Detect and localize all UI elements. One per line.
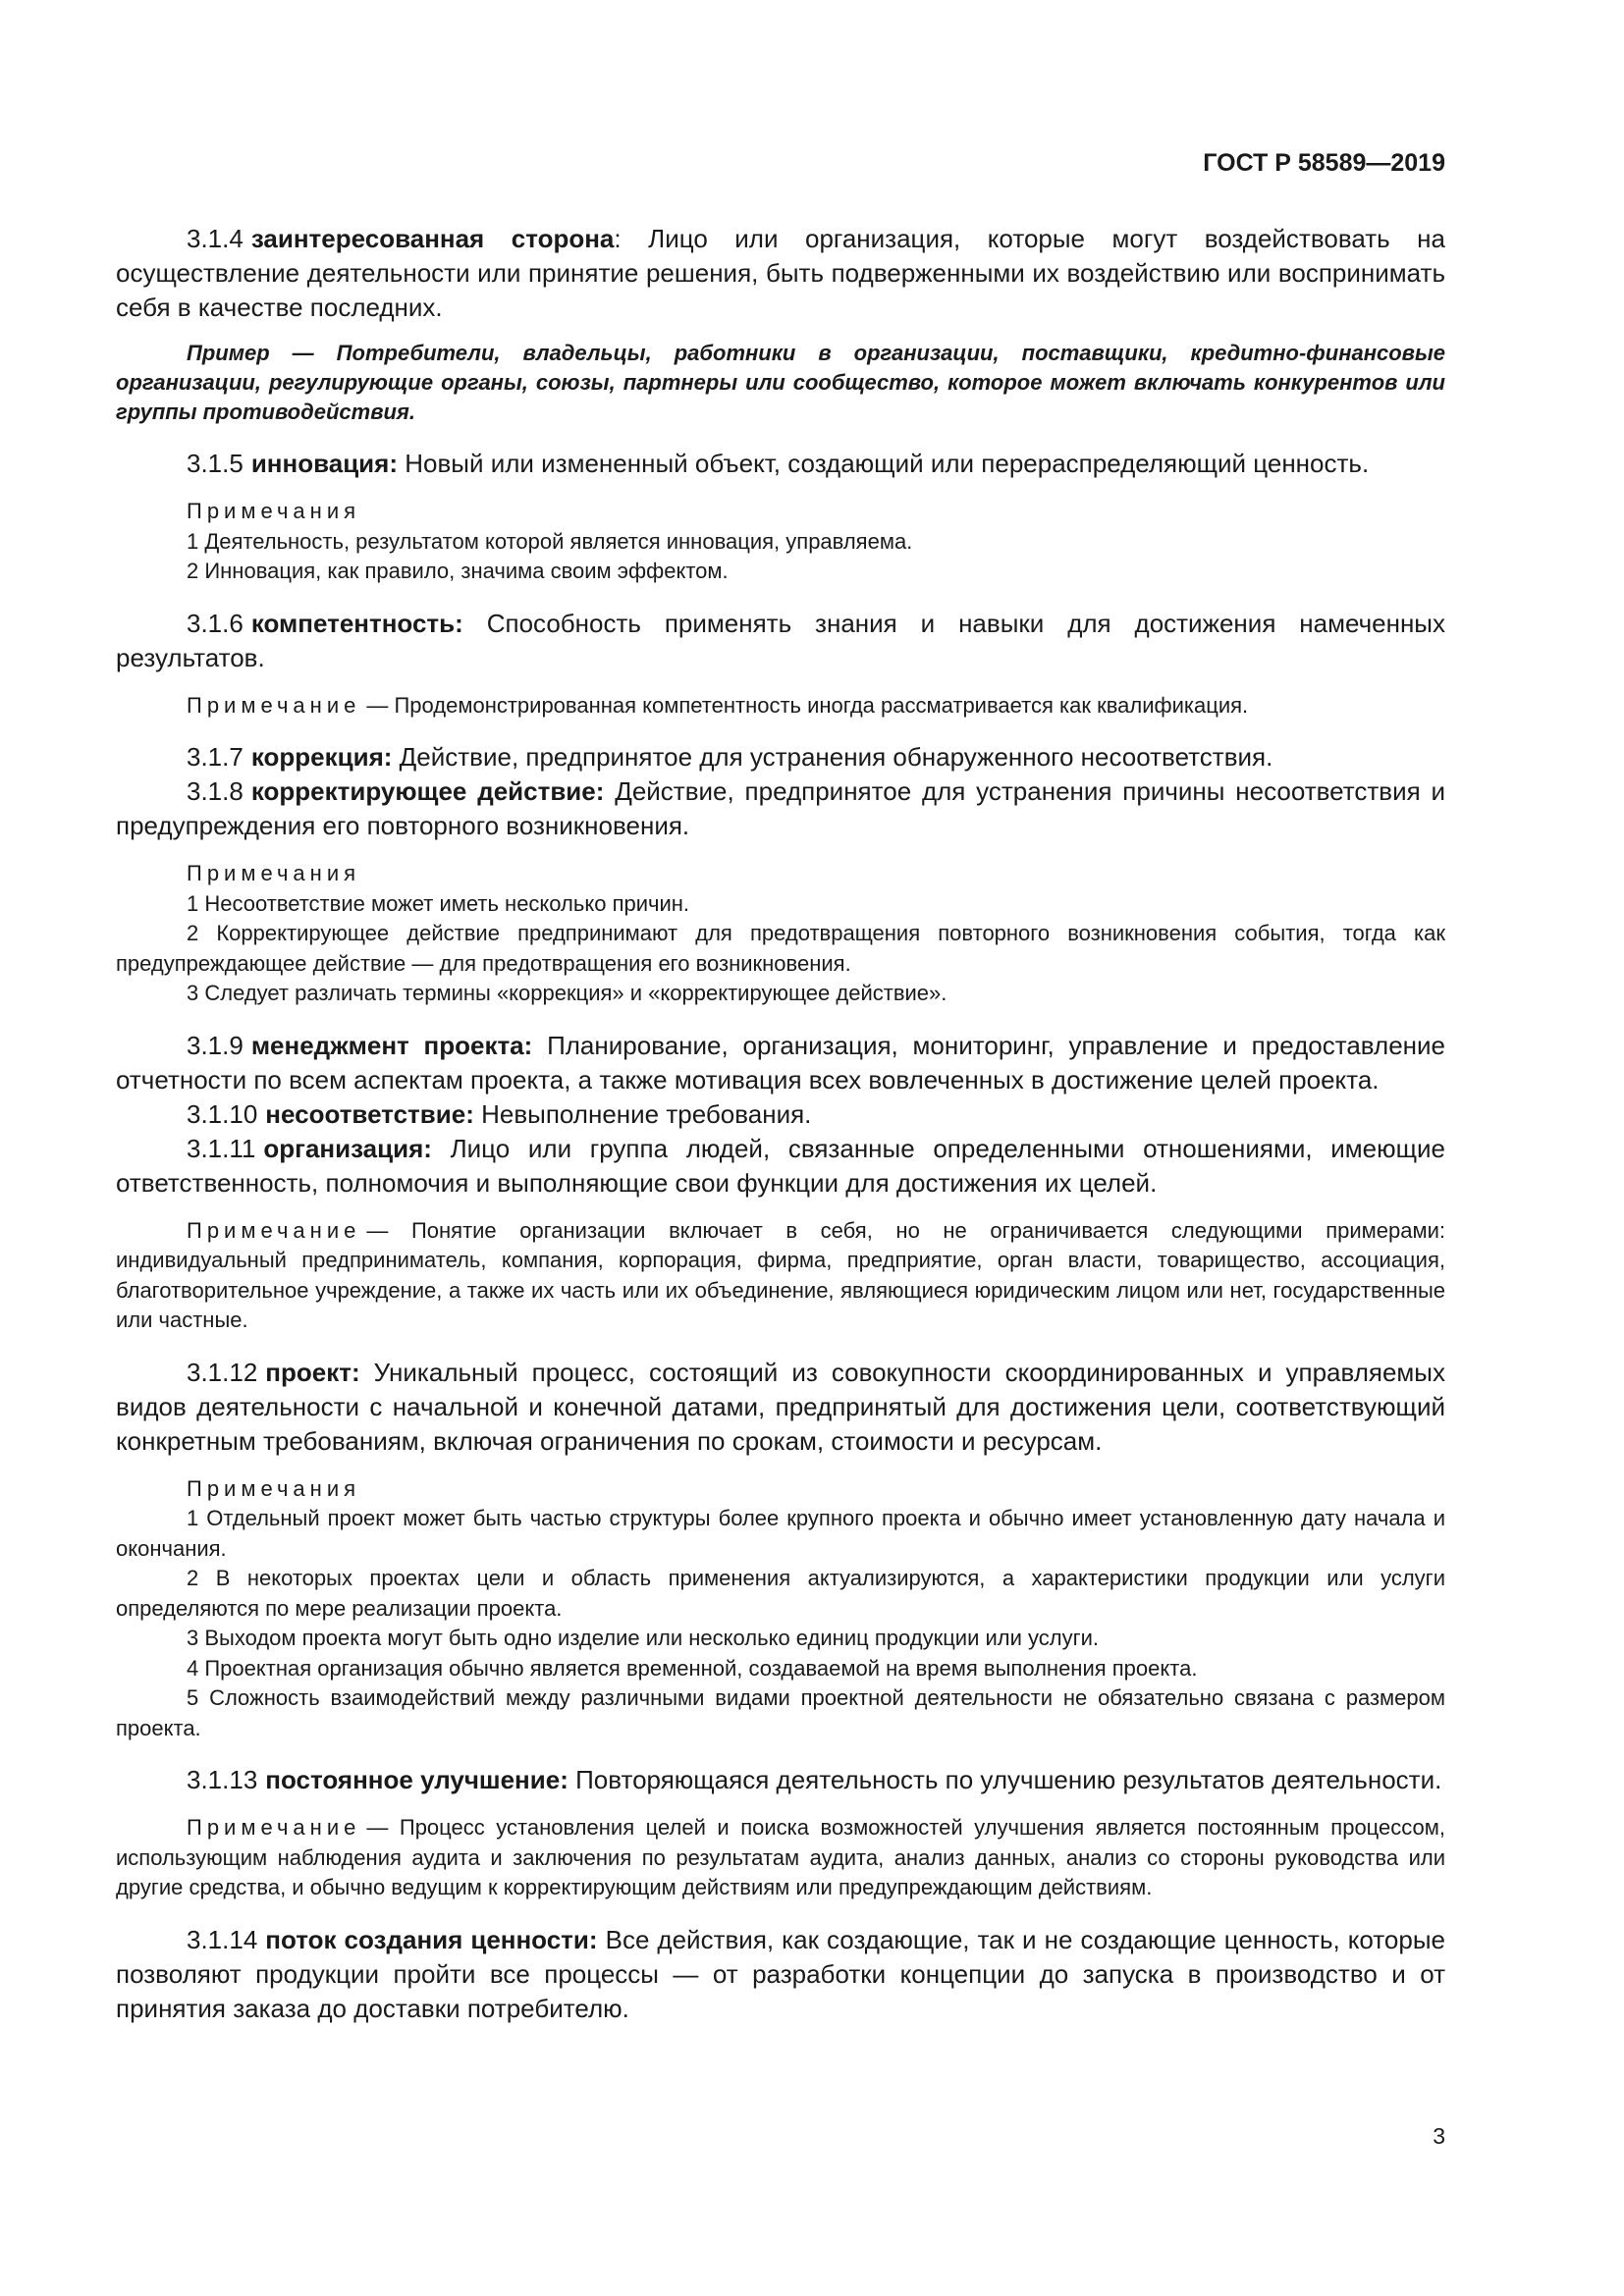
note-item: 2 В некоторых проектах цели и область применения актуализируются, а характеристики продукции или услуги определяются по мере реализации проекта. (116, 1566, 1445, 1621)
term-3-1-4 (116, 222, 1445, 325)
term-number: 3.1.4 (187, 224, 244, 253)
term-definition: Все действия, как создающие, так и не создающие ценность, которые позволяют продукции пройти все процессы — от разработки концепции до запуска в производство и от принятия заказа до доставки потребителю. (116, 1924, 1445, 2023)
note-item: 1 Несоответствие может иметь несколько причин. (187, 890, 690, 916)
term-number: 3.1.13 (187, 1765, 258, 1794)
document-header: ГОСТ Р 58589—2019 (1203, 149, 1445, 177)
term-number: 3.1.9 (187, 1030, 244, 1060)
note-3-1-13 (116, 1813, 1445, 1903)
term-definition: Невыполнение требования. (473, 1098, 812, 1129)
term-name: заинтересованная сторона (250, 224, 615, 253)
note-text: — Процесс установления целей и поиска возможностей улучшения является постоянным процессом, использующим наблюдения аудита и заключения по результатам аудита, анализ данных, анализ со стороны руководства или другие средства, и обычно ведущим к корректирующим действиям или предупреждающим действиям. (116, 1815, 1445, 1899)
page-number: 3 (1433, 2123, 1445, 2149)
notes-3-1-5 (116, 497, 1445, 587)
term-definition: Действие, предпринятое для устранения причины несоответствия и предупреждения его повторного возникновения. (116, 776, 1445, 840)
term-definition: Лицо или группа людей, связанные определенными отношениями, имеющие ответственность, полномочия и выполняющие свои функции для достижения их целей. (116, 1133, 1445, 1198)
term-definition: Способность применять знания и навыки для достижения намеченных результатов. (116, 608, 1445, 672)
term-3-1-13 (116, 1763, 1445, 1797)
notes-heading: Примечания (187, 861, 361, 885)
notes-3-1-8 (116, 859, 1445, 1009)
term-3-1-7 (116, 740, 1445, 774)
notes-heading: Примечания (187, 1475, 361, 1501)
term-name: постоянное улучшение: (265, 1765, 568, 1794)
note-item: 2 Инновация, как правило, значима своим эффектом. (187, 559, 729, 583)
term-definition: : Лицо или организация, которые могут воздействовать на осуществление деятельности или принятие решения, быть подверженными их воздействию или воспринимать себя в качестве последних. (116, 224, 1446, 322)
note-item: 1 Деятельность, результатом которой является инновация, управляема. (187, 528, 913, 554)
term-name: корректирующее действие: (250, 776, 605, 806)
note-item: 3 Выходом проекта могут быть одно изделие или несколько единиц продукции или услуги. (187, 1626, 1100, 1650)
term-definition: Уникальный процесс, состоящий из совокупности скоординированных и управляемых видов деятельности с начальной и конечной датами, предпринятый для достижения цели, соответствующий конкретным требованиям, включая ограничения по срокам, стоимости и ресурсам. (116, 1357, 1445, 1456)
note-3-1-6 (116, 691, 1445, 721)
term-name: поток создания ценности: (265, 1924, 598, 1954)
term-name: организация: (263, 1133, 432, 1163)
note-item: 4 Проектная организация обычно является временной, создаваемой на время выполнения проекта. (187, 1655, 1198, 1681)
note-item: 1 Отдельный проект может быть частью структуры более крупного проекта и обычно имеет установленную дату начала и окончания. (116, 1506, 1445, 1561)
term-number: 3.1.14 (187, 1924, 258, 1954)
notes-heading: Примечания (187, 499, 361, 523)
term-3-1-6 (116, 607, 1445, 675)
note-text: — Понятие организации включает в себя, но не ограничивается следующими примерами: индивидуальный предприниматель, компания, корпорация, фирма, предприятие, орган власти, товарищество, ассоциация, благотворительное учреждение, а также их часть или их объединение, являющиеся юридическим лицом или нет, государственные или частные. (116, 1217, 1445, 1332)
term-definition: Действие, предпринятое для устранения обнаруженного несоответствия. (392, 742, 1273, 772)
note-item: 3 Следует различать термины «коррекция» и «корректирующее действие». (187, 981, 947, 1005)
term-definition: Повторяющаяся деятельность по улучшению результатов деятельности. (568, 1765, 1442, 1794)
term-3-1-9 (116, 1029, 1445, 1097)
term-3-1-12 (116, 1356, 1445, 1459)
term-name: несоответствие: (265, 1098, 474, 1129)
note-item: 5 Сложность взаимодействий между различными видами проектной деятельности не обязательно связана с размером проекта. (116, 1685, 1445, 1740)
term-3-1-8 (116, 774, 1445, 843)
term-definition: Планирование, организация, мониторинг, управление и предоставление отчетности по всем аспектам проекта, а также мотивация всех вовлеченных в достижение целей проекта. (116, 1030, 1445, 1095)
term-3-1-11 (116, 1132, 1445, 1201)
term-number: 3.1.12 (187, 1357, 258, 1387)
note-3-1-11 (116, 1216, 1445, 1336)
term-number: 3.1.6 (187, 608, 244, 638)
term-number: 3.1.7 (187, 742, 244, 772)
term-name: компетентность: (250, 608, 463, 638)
note-item: 2 Корректирующее действие предпринимают для предотвращения повторного возникновения события, тогда как предупреждающее действие — для предотвращения его возникновения. (116, 921, 1445, 976)
term-name: менеджмент проекта: (250, 1030, 533, 1060)
note-text: — Продемонстрированная компетентность иногда рассматривается как квалификация. (366, 692, 1249, 718)
term-number: 3.1.8 (187, 776, 244, 806)
note-label: Примечание (187, 692, 361, 718)
term-name: коррекция: (250, 742, 393, 772)
term-definition: Новый или измененный объект, создающий или перераспределяющий ценность. (398, 449, 1370, 478)
note-label: Примечание (187, 1815, 361, 1840)
document-body (116, 222, 1445, 2026)
term-3-1-14 (116, 1923, 1445, 2026)
term-number: 3.1.10 (187, 1098, 258, 1129)
term-3-1-10 (116, 1097, 1445, 1132)
term-number: 3.1.11 (187, 1133, 256, 1163)
example-3-1-4: Пример — Потребители, владельцы, работники в организации, поставщики, кредитно-финансовые организации, регулирующие органы, союзы, партнеры или сообщество, которое может включать конкурентов или группы противодействия. (116, 341, 1445, 424)
term-name: проект: (265, 1357, 360, 1387)
term-name: инновация: (250, 449, 398, 478)
note-label: Примечание (187, 1217, 361, 1243)
term-number: 3.1.5 (187, 449, 244, 478)
notes-3-1-12 (116, 1474, 1445, 1744)
term-3-1-5 (116, 447, 1445, 481)
